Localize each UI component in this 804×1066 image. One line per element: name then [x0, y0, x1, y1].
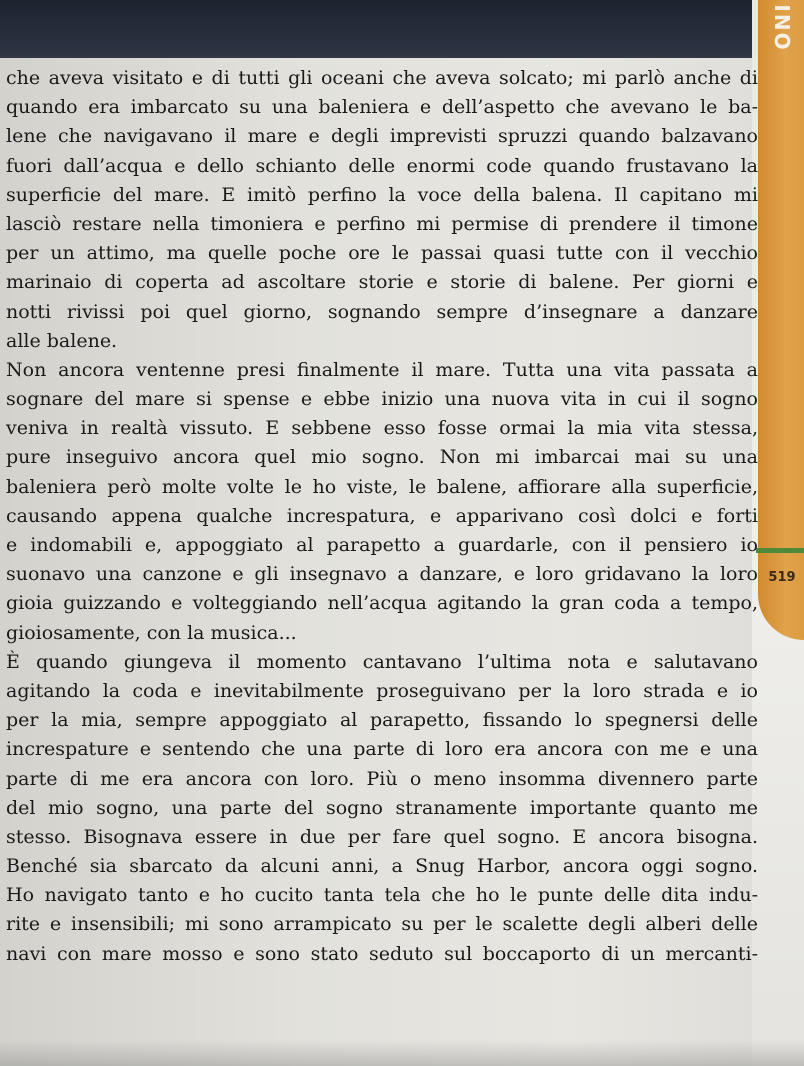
text-line: sognare del mare si spense e ebbe inizio una nuova vita in cui il sogno	[6, 388, 758, 411]
text-line: increspature e sentendo che una parte di loro era ancora con me e una	[6, 738, 758, 761]
text-line: Non ancora ventenne presi finalmente il mare. Tutta una vita passata a	[6, 358, 758, 381]
text-line: Benché sia sbarcato da alcuni anni, a Snug Harbor, ancora oggi sogno.	[6, 855, 758, 878]
page-number: 519	[768, 570, 796, 585]
text-line: marinaio di coperta ad ascoltare storie e storie di balene. Per giorni e	[6, 271, 758, 294]
text-line: fuori dall’acqua e dello schianto delle enormi code quando frustavano la	[6, 154, 758, 177]
text-line: alle balene.	[6, 329, 118, 352]
text-line: gioiosamente, con la musica...	[6, 621, 297, 644]
text-line: veniva in realtà vissuto. E sebbene esso fosse ormai la mia vita stessa,	[6, 417, 758, 440]
body-text	[6, 64, 758, 969]
text-line: che aveva visitato e di tutti gli oceani che aveva solcato; mi parlò anche di	[6, 67, 758, 89]
edge-tab-label: INO	[770, 4, 794, 52]
text-line: pure inseguivo ancora quel mio sogno. Non mi imbarcai mai su una	[6, 446, 758, 469]
text-line: lene che navigavano il mare e degli imprevisti spruzzi quando balzavano	[6, 125, 758, 148]
text-line: del mio sogno, una parte del sogno stranamente importante quanto me	[6, 796, 758, 819]
text-line: Ho navigato tanto e ho cucito tanta tela che ho le punte delle dita indu-	[6, 884, 758, 907]
edge-tab-stripe	[756, 548, 804, 553]
text-line: causando appena qualche increspatura, e apparivano così dolci e forti	[6, 504, 758, 527]
text-line: quando era imbarcato su una baleniera e dell’aspetto che avevano le ba-	[6, 96, 758, 119]
text-line: stesso. Bisognava essere in due per fare quel sogno. E ancora bisogna.	[6, 825, 758, 848]
text-line: per la mia, sempre appoggiato al parapetto, fissando lo spegnersi delle	[6, 709, 758, 732]
text-line: per un attimo, ma quelle poche ore le passai quasi tutte con il vecchio	[6, 242, 758, 265]
text-line: agitando la coda e inevitabilmente proseguivano per la loro strada e io	[6, 679, 758, 702]
chapter-edge-tab	[758, 0, 804, 640]
text-line: rite e insensibili; mi sono arrampicato su per le scalette degli alberi delle	[6, 913, 758, 936]
text-line: lasciò restare nella timoniera e perfino mi permise di prendere il timone	[6, 212, 758, 235]
text-line: suonavo una canzone e gli insegnavo a danzare, e loro gridavano la loro	[6, 563, 758, 586]
text-line: superficie del mare. E imitò perfino la voce della balena. Il capitano mi	[6, 183, 758, 206]
text-line: baleniera però molte volte le ho viste, le balene, affiorare alla superficie,	[6, 475, 758, 498]
text-line: e indomabili e, appoggiato al parapetto a guardarle, con il pensiero io	[6, 534, 758, 556]
text-line: gioia guizzando e volteggiando nell’acqua agitando la gran coda a tempo,	[6, 592, 758, 615]
text-line: parte di me era ancora con loro. Più o meno insomma divennero parte	[6, 767, 758, 790]
text-line: navi con mare mosso e sono stato seduto sul boccaporto di un mercanti-	[6, 942, 758, 965]
text-line: È quando giungeva il momento cantavano l’ultima nota e salutavano	[6, 650, 758, 673]
text-line: notti rivissi poi quel giorno, sognando sempre d’insegnare a danzare	[6, 300, 758, 323]
page-bottom-shadow	[0, 1040, 804, 1066]
